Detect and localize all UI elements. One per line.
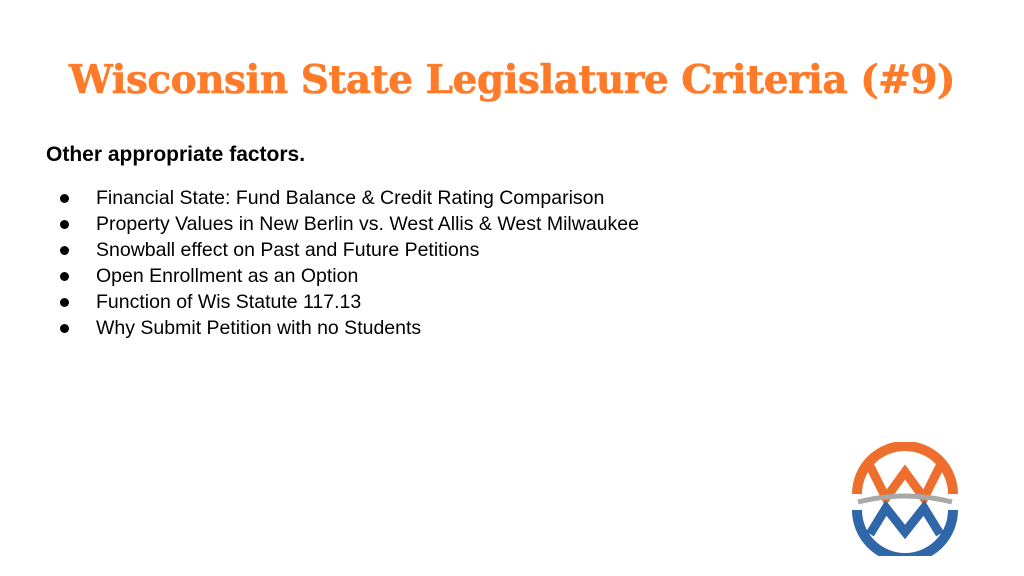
bullet-text: Snowball effect on Past and Future Petitions — [96, 238, 480, 261]
bullet-text: Function of Wis Statute 117.13 — [96, 290, 362, 313]
bullet-item — [50, 237, 639, 263]
slide-title: Wisconsin State Legislature Criteria (#9) — [69, 57, 955, 103]
bullet-text: Financial State: Fund Balance & Credit Rating Comparison — [96, 186, 605, 209]
slide-subtitle: Other appropriate factors. — [46, 143, 306, 166]
bullet-item — [50, 263, 639, 289]
bullet-item — [50, 211, 639, 237]
wm-circle-logo-icon — [848, 442, 962, 556]
bullet-dot-icon — [60, 194, 69, 203]
bullet-dot-icon — [60, 272, 69, 281]
bullet-dot-icon — [60, 246, 69, 255]
bullet-item — [50, 289, 639, 315]
bullet-item — [50, 315, 639, 341]
bullet-dot-icon — [60, 220, 69, 229]
bullet-item — [50, 185, 639, 211]
bullet-dot-icon — [60, 324, 69, 333]
bullet-dot-icon — [60, 298, 69, 307]
bullet-text: Property Values in New Berlin vs. West Allis & West Milwaukee — [96, 212, 639, 235]
bullet-list — [50, 185, 639, 341]
bullet-text: Open Enrollment as an Option — [96, 264, 359, 287]
bullet-text: Why Submit Petition with no Students — [96, 316, 422, 339]
